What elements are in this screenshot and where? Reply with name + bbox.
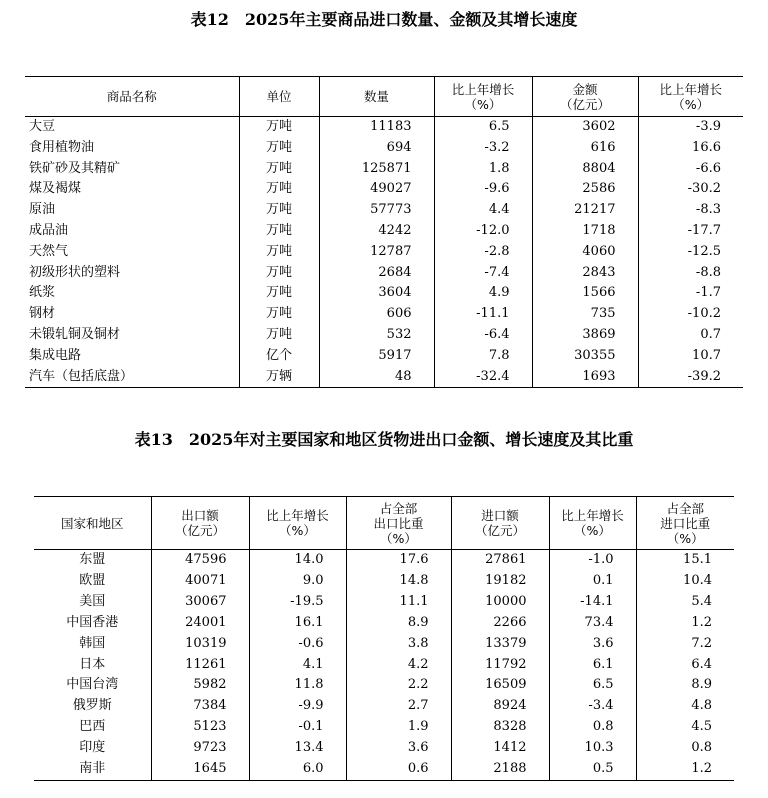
table13-header-line: 进口比重 bbox=[660, 515, 711, 531]
table13-header-cell bbox=[34, 497, 151, 550]
table12-cell: -11.1 bbox=[434, 304, 532, 325]
table12-cell: 1718 bbox=[532, 221, 638, 242]
table12-cell: -1.7 bbox=[638, 283, 743, 304]
table13-cell: -9.9 bbox=[249, 696, 346, 717]
table-row bbox=[25, 200, 743, 221]
table13-cell: 2.7 bbox=[346, 696, 451, 717]
table13-cell: 8328 bbox=[451, 717, 549, 738]
table13-header-row bbox=[34, 497, 734, 550]
table12-header-line: （亿元） bbox=[559, 96, 610, 112]
table13 bbox=[34, 496, 734, 781]
table12-cell: 3604 bbox=[319, 283, 434, 304]
table12-cell: 4.4 bbox=[434, 200, 532, 221]
table12-cell: -6.6 bbox=[638, 159, 743, 180]
table12 bbox=[25, 76, 743, 388]
table13-cell: 0.5 bbox=[549, 759, 636, 780]
table12-cell: 纸浆 bbox=[29, 285, 56, 301]
table13-cell: 13379 bbox=[451, 634, 549, 655]
table13-cell: 11.8 bbox=[249, 675, 346, 696]
table12-cell: -10.2 bbox=[638, 304, 743, 325]
table13-cell: 7.2 bbox=[636, 634, 734, 655]
table12-cell: 3869 bbox=[532, 325, 638, 346]
table13-cell: -0.1 bbox=[249, 717, 346, 738]
table12-cell: 12787 bbox=[319, 242, 434, 263]
table12-header-line: 数量 bbox=[363, 89, 389, 104]
table12-cell: 亿个 bbox=[239, 346, 319, 367]
table13-cell: 1.9 bbox=[346, 717, 451, 738]
table13-cell: 24001 bbox=[151, 613, 249, 634]
table12-header-cell bbox=[434, 77, 532, 117]
table12-cell: 原油 bbox=[29, 202, 56, 218]
table13-cell: 东盟 bbox=[79, 552, 106, 567]
table12-cell: 万吨 bbox=[239, 179, 319, 200]
table12-cell: 1693 bbox=[532, 367, 638, 388]
table-row bbox=[34, 550, 734, 571]
table12-cell: 万吨 bbox=[239, 221, 319, 242]
table12-cell: -8.8 bbox=[638, 263, 743, 284]
table13-cell: 5123 bbox=[151, 717, 249, 738]
table13-cell: 30067 bbox=[151, 592, 249, 613]
table13-cell: 2188 bbox=[451, 759, 549, 780]
table12-cell: 532 bbox=[319, 325, 434, 346]
table12-cell: 大豆 bbox=[29, 119, 56, 134]
table-row bbox=[34, 738, 734, 759]
table12-cell: 4242 bbox=[319, 221, 434, 242]
table12-cell: -8.3 bbox=[638, 200, 743, 221]
table13-title: 表13 2025年对主要国家和地区货物进出口金额、增长速度及其比重 bbox=[134, 430, 634, 449]
table12-header-line: 单位 bbox=[266, 89, 292, 104]
table12-cell: -30.2 bbox=[638, 179, 743, 200]
table12-cell: 汽车（包括底盘） bbox=[29, 368, 134, 384]
table13-cell: 16509 bbox=[451, 675, 549, 696]
table13-header-line: （亿元） bbox=[174, 523, 225, 538]
table12-header-cell bbox=[638, 77, 743, 117]
table13-cell: 7384 bbox=[151, 696, 249, 717]
table13-cell: 0.8 bbox=[549, 717, 636, 738]
table13-cell: 巴西 bbox=[79, 719, 106, 735]
table13-cell: -0.6 bbox=[249, 634, 346, 655]
table12-cell: 万吨 bbox=[239, 325, 319, 346]
table12-cell: 5917 bbox=[319, 346, 434, 367]
table12-cell: 30355 bbox=[532, 346, 638, 367]
table-row bbox=[34, 696, 734, 717]
table12-cell: 8804 bbox=[532, 159, 638, 180]
table12-header-row bbox=[25, 77, 743, 117]
table13-cell: 5.4 bbox=[636, 592, 734, 613]
table12-cell: 21217 bbox=[532, 200, 638, 221]
table13-cell: 6.0 bbox=[249, 759, 346, 780]
table12-title: 表12 2025年主要商品进口数量、金额及其增长速度 bbox=[190, 10, 578, 29]
table13-cell: 4.8 bbox=[636, 696, 734, 717]
table12-header-line: 金额 bbox=[572, 81, 598, 97]
table13-cell: 17.6 bbox=[346, 550, 451, 571]
table13-cell: 0.8 bbox=[636, 738, 734, 759]
table12-header-line: （%） bbox=[672, 96, 710, 112]
table13-cell: 5982 bbox=[151, 675, 249, 696]
table13-cell: 13.4 bbox=[249, 738, 346, 759]
table-row bbox=[34, 634, 734, 655]
table12-cell: 万吨 bbox=[239, 117, 319, 138]
table12-cell: 10.7 bbox=[638, 346, 743, 367]
table13-cell: 11.1 bbox=[346, 592, 451, 613]
table13-header-line: （%） bbox=[666, 530, 704, 546]
table-row bbox=[25, 138, 743, 159]
table13-cell: 27861 bbox=[451, 550, 549, 571]
table12-cell: 2843 bbox=[532, 263, 638, 284]
table12-cell: -9.6 bbox=[434, 179, 532, 200]
table13-header-line: 比上年增长 bbox=[561, 508, 624, 523]
table12-cell: -7.4 bbox=[434, 263, 532, 284]
table13-cell: 6.4 bbox=[636, 655, 734, 676]
table13-cell: 4.1 bbox=[249, 655, 346, 676]
table12-cell: 万吨 bbox=[239, 263, 319, 284]
table12-cell: 4.9 bbox=[434, 283, 532, 304]
table-row bbox=[25, 325, 743, 346]
table12-cell: 7.8 bbox=[434, 346, 532, 367]
table13-cell: 9.0 bbox=[249, 571, 346, 592]
table13-cell: 40071 bbox=[151, 571, 249, 592]
table-row bbox=[34, 675, 734, 696]
table-row bbox=[25, 242, 743, 263]
table-row bbox=[25, 159, 743, 180]
table12-cell: 煤及褐煤 bbox=[29, 181, 82, 197]
table13-header-line: （%） bbox=[574, 523, 611, 538]
table-row bbox=[25, 367, 743, 388]
table12-cell: 万吨 bbox=[239, 138, 319, 159]
table13-cell: 14.8 bbox=[346, 571, 451, 592]
table12-cell: 铁矿砂及其精矿 bbox=[29, 160, 121, 176]
table12-cell: -32.4 bbox=[434, 367, 532, 388]
table13-cell: 14.0 bbox=[249, 550, 346, 571]
table12-cell: 6.5 bbox=[434, 117, 532, 138]
table13-header-line: 占全部 bbox=[666, 500, 704, 516]
table12-cell: 2586 bbox=[532, 179, 638, 200]
table-row bbox=[25, 221, 743, 242]
table-row bbox=[25, 117, 743, 138]
table12-cell: 735 bbox=[532, 304, 638, 325]
table12-cell: -6.4 bbox=[434, 325, 532, 346]
table12-header-line: 比上年增长 bbox=[451, 81, 515, 97]
table13-cell: 1.2 bbox=[636, 759, 734, 780]
table13-cell: 俄罗斯 bbox=[72, 698, 112, 714]
table13-cell: 印度 bbox=[79, 740, 106, 756]
table13-cell: 8924 bbox=[451, 696, 549, 717]
table13-cell: -1.0 bbox=[549, 550, 636, 571]
table-row bbox=[25, 179, 743, 200]
table-row bbox=[25, 346, 743, 367]
table13-cell: 3.8 bbox=[346, 634, 451, 655]
table12-cell: 616 bbox=[532, 138, 638, 159]
table12-cell: 11183 bbox=[319, 117, 434, 138]
table13-cell: 4.5 bbox=[636, 717, 734, 738]
table12-cell: 万辆 bbox=[239, 367, 319, 388]
table13-header-cell bbox=[151, 497, 249, 550]
table12-cell: 天然气 bbox=[29, 243, 69, 259]
table13-cell: 1412 bbox=[451, 738, 549, 759]
table-row bbox=[34, 655, 734, 676]
table12-cell: 606 bbox=[319, 304, 434, 325]
table13-header-cell bbox=[549, 497, 636, 550]
table13-header-line: （%） bbox=[279, 523, 316, 538]
table12-header-cell bbox=[239, 77, 319, 117]
table13-cell: 9723 bbox=[151, 738, 249, 759]
table12-cell: -12.5 bbox=[638, 242, 743, 263]
table13-header-cell bbox=[451, 497, 549, 550]
table13-header-line: （亿元） bbox=[474, 523, 525, 538]
table-row bbox=[34, 592, 734, 613]
table13-cell: 1.2 bbox=[636, 613, 734, 634]
table13-cell: 3.6 bbox=[549, 634, 636, 655]
table13-cell: -14.1 bbox=[549, 592, 636, 613]
table-row bbox=[34, 571, 734, 592]
table13-cell: -19.5 bbox=[249, 592, 346, 613]
table13-cell: 日本 bbox=[79, 656, 106, 672]
table13-cell: 10.4 bbox=[636, 571, 734, 592]
table13-header-line: 占全部 bbox=[379, 500, 418, 516]
table13-cell: 6.1 bbox=[549, 655, 636, 676]
table13-cell: 3.6 bbox=[346, 738, 451, 759]
table12-cell: 48 bbox=[319, 367, 434, 388]
table12-cell: 成品油 bbox=[29, 222, 69, 238]
table12-cell: 万吨 bbox=[239, 159, 319, 180]
table13-cell: 8.9 bbox=[636, 675, 734, 696]
table13-cell: 0.1 bbox=[549, 571, 636, 592]
table13-cell: 16.1 bbox=[249, 613, 346, 634]
table12-cell: 1566 bbox=[532, 283, 638, 304]
table12-cell: 食用植物油 bbox=[29, 139, 95, 155]
table12-header-line: 商品名称 bbox=[106, 89, 157, 104]
table12-cell: -3.9 bbox=[638, 117, 743, 138]
table12-cell: -2.8 bbox=[434, 242, 532, 263]
table13-cell: -3.4 bbox=[549, 696, 636, 717]
table12-cell: 4060 bbox=[532, 242, 638, 263]
table12-cell: 万吨 bbox=[239, 242, 319, 263]
table13-cell: 美国 bbox=[79, 593, 106, 609]
table12-cell: 万吨 bbox=[239, 283, 319, 304]
table13-header-line: 国家和地区 bbox=[60, 515, 124, 531]
table13-cell: 6.5 bbox=[549, 675, 636, 696]
table12-cell: 57773 bbox=[319, 200, 434, 221]
table12-cell: -39.2 bbox=[638, 367, 743, 388]
table-row bbox=[34, 613, 734, 634]
table13-cell: 11792 bbox=[451, 655, 549, 676]
table13-cell: 中国台湾 bbox=[66, 677, 119, 693]
table13-cell: 15.1 bbox=[636, 550, 734, 571]
table12-cell: -3.2 bbox=[434, 138, 532, 159]
table-row bbox=[25, 283, 743, 304]
table13-cell: 4.2 bbox=[346, 655, 451, 676]
table13-cell: 19182 bbox=[451, 571, 549, 592]
table13-cell: 47596 bbox=[151, 550, 249, 571]
table13-cell: 欧盟 bbox=[79, 572, 106, 588]
table13-cell: 韩国 bbox=[79, 635, 106, 651]
table13-cell: 10319 bbox=[151, 634, 249, 655]
table12-cell: 集成电路 bbox=[29, 347, 82, 363]
table13-cell: 2266 bbox=[451, 613, 549, 634]
table13-header-line: 比上年增长 bbox=[266, 508, 329, 523]
table12-cell: -12.0 bbox=[434, 221, 532, 242]
table13-cell: 中国香港 bbox=[66, 614, 119, 630]
table12-cell: 125871 bbox=[319, 159, 434, 180]
table13-header-cell bbox=[346, 497, 451, 550]
table-row bbox=[25, 304, 743, 325]
table13-header-line: 出口比重 bbox=[373, 515, 424, 531]
table13-cell: 8.9 bbox=[346, 613, 451, 634]
table13-cell: 2.2 bbox=[346, 675, 451, 696]
table-row bbox=[25, 263, 743, 284]
table13-header-line: 出口额 bbox=[181, 508, 219, 523]
table13-cell: 南非 bbox=[79, 761, 106, 777]
table12-cell: 16.6 bbox=[638, 138, 743, 159]
table12-cell: 694 bbox=[319, 138, 434, 159]
table12-header-line: 比上年增长 bbox=[659, 81, 722, 97]
table12-header-cell bbox=[532, 77, 638, 117]
table12-cell: 3602 bbox=[532, 117, 638, 138]
table13-header-cell bbox=[249, 497, 346, 550]
table12-cell: 万吨 bbox=[239, 200, 319, 221]
table12-cell: 1.8 bbox=[434, 159, 532, 180]
table13-cell: 73.4 bbox=[549, 613, 636, 634]
table12-cell: 未锻轧铜及铜材 bbox=[29, 326, 121, 342]
table13-cell: 1645 bbox=[151, 759, 249, 780]
table12-cell: 钢材 bbox=[29, 306, 56, 322]
table-row bbox=[34, 717, 734, 738]
table12-cell: 49027 bbox=[319, 179, 434, 200]
table13-cell: 11261 bbox=[151, 655, 249, 676]
table13-cell: 10.3 bbox=[549, 738, 636, 759]
table12-cell: 万吨 bbox=[239, 304, 319, 325]
table12-cell: 2684 bbox=[319, 263, 434, 284]
table13-cell: 0.6 bbox=[346, 759, 451, 780]
table12-cell: 0.7 bbox=[638, 325, 743, 346]
table13-header-cell bbox=[636, 497, 734, 550]
table12-header-cell bbox=[319, 77, 434, 117]
table12-cell: -17.7 bbox=[638, 221, 743, 242]
table12-cell: 初级形状的塑料 bbox=[29, 264, 121, 280]
table13-cell: 10000 bbox=[451, 592, 549, 613]
table12-header-cell bbox=[25, 77, 239, 117]
table12-header-line: （%） bbox=[464, 96, 502, 112]
table-row bbox=[34, 759, 734, 780]
table13-header-line: 进口额 bbox=[481, 508, 519, 523]
table13-header-line: （%） bbox=[380, 530, 417, 546]
